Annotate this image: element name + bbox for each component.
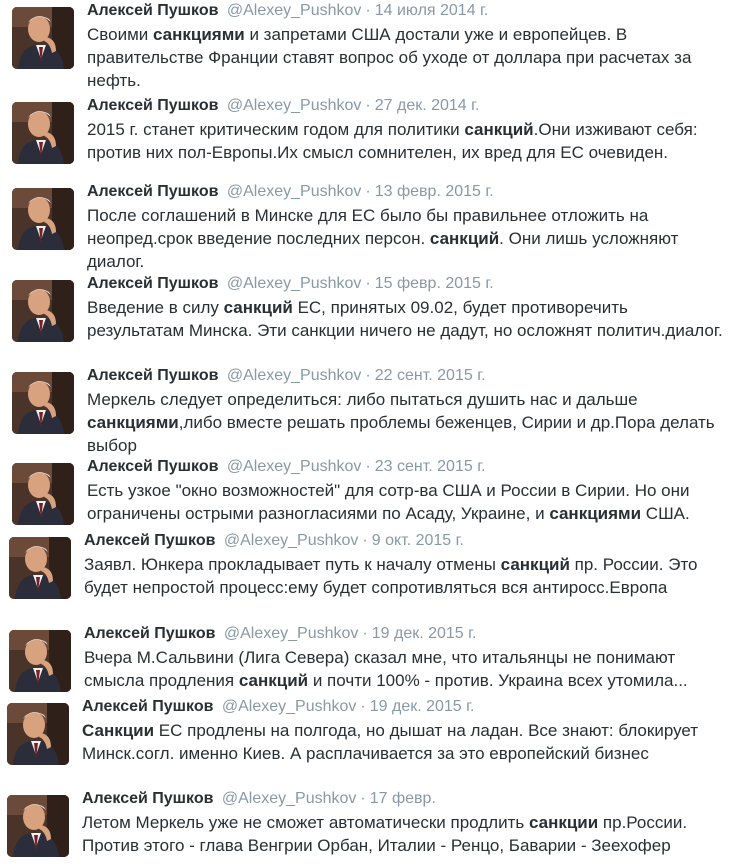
tweet-text	[82, 719, 722, 765]
tweet-header	[87, 1, 488, 21]
author-handle[interactable]: @Alexey_Pushkov	[226, 458, 362, 475]
tweet-header	[87, 274, 494, 294]
avatar[interactable]	[12, 7, 74, 69]
keyword-highlight: санкциями	[152, 25, 245, 44]
tweet-date[interactable]: 9 окт. 2015 г.	[371, 532, 464, 549]
text-segment: Есть узкое "окно возможностей" для сотр-ва США и России в Сирии. Но они ограничены острыми разногласиями по Асаду, Украине, и	[87, 481, 690, 523]
tweet-header	[87, 96, 479, 116]
text-segment: пр. России. Это будет непростой процесс:ему будет сопротивляться вся антиросс.Европа	[84, 555, 698, 597]
avatar[interactable]	[9, 630, 71, 692]
keyword-highlight: санкции	[528, 813, 599, 832]
separator-dot: ·	[365, 458, 371, 475]
keyword-highlight: санкций	[223, 298, 293, 317]
text-segment: США.	[641, 504, 690, 523]
text-segment: Введение в силу	[87, 298, 224, 317]
text-segment: Вчера М.Сальвини (Лига Севера) сказал мне, что итальянцы не понимают смысла продления	[84, 648, 676, 690]
tweet-text	[84, 553, 724, 599]
separator-dot: ·	[360, 698, 366, 715]
text-segment: ЕС продлены на полгода, но дышат на ладан. Все знают: блокирует Минск.согл. именно Киев. А расплачивается за это европейский бизнес	[82, 721, 699, 763]
tweet-date[interactable]: 17 февр.	[369, 790, 436, 807]
keyword-highlight: Санкции	[82, 721, 155, 740]
author-name[interactable]: Алексей Пушков	[87, 183, 219, 200]
tweet-header	[87, 366, 486, 386]
author-name[interactable]: Алексей Пушков	[87, 97, 219, 114]
keyword-highlight: санкциями	[87, 413, 179, 432]
author-name[interactable]: Алексей Пушков	[84, 532, 216, 549]
tweet-date[interactable]: 14 июля 2014 г.	[374, 2, 489, 19]
avatar[interactable]	[12, 102, 74, 164]
separator-dot: ·	[365, 97, 371, 114]
tweet-date[interactable]: 13 февр. 2015 г.	[374, 183, 494, 200]
tweet-header	[82, 697, 474, 717]
text-segment: Своими	[87, 25, 153, 44]
text-segment: и запретами США достали уже и европейцев. В правительстве Франции ставят вопрос об уходе от доллара при расчетах за нефть.	[87, 25, 692, 90]
tweet-text	[84, 646, 724, 692]
avatar[interactable]	[12, 280, 74, 342]
author-handle[interactable]: @Alexey_Pushkov	[226, 367, 362, 384]
text-segment: Летом Меркель уже не сможет автоматически продлить	[82, 813, 529, 832]
avatar[interactable]	[7, 703, 69, 765]
tweet-text	[87, 23, 727, 92]
text-segment: и почти 100% - против. Украина всех утомила...	[308, 671, 688, 690]
text-segment: После соглашений в Минске для ЕС было бы правильнее отложить на неопред.срок введение последних персон.	[87, 206, 649, 248]
keyword-highlight: санкций	[500, 555, 570, 574]
tweet-date[interactable]: 15 февр. 2015 г.	[374, 275, 494, 292]
tweet-text	[87, 388, 727, 457]
author-handle[interactable]: @Alexey_Pushkov	[221, 790, 357, 807]
tweet-text	[87, 479, 727, 525]
avatar[interactable]	[7, 795, 69, 857]
text-segment: .Они изживают себя: против них пол-Европы.Их смысл сомнителен, их вред для ЕС очевиден.	[87, 120, 698, 162]
tweet-header	[87, 182, 494, 202]
author-name[interactable]: Алексей Пушков	[87, 275, 219, 292]
keyword-highlight: санкций	[464, 120, 534, 139]
tweet-header	[84, 624, 476, 644]
tweet-header	[84, 531, 464, 551]
tweet-text	[87, 118, 727, 164]
tweet-date[interactable]: 22 сент. 2015 г.	[374, 367, 486, 384]
separator-dot: ·	[365, 183, 371, 200]
author-handle[interactable]: @Alexey_Pushkov	[226, 183, 362, 200]
avatar[interactable]	[12, 463, 74, 525]
tweet-header	[82, 789, 436, 809]
text-segment: Заявл. Юнкера прокладывает путь к началу отмены	[84, 555, 501, 574]
separator-dot: ·	[360, 790, 366, 807]
keyword-highlight: санкций	[238, 671, 309, 690]
separator-dot: ·	[365, 2, 371, 19]
author-handle[interactable]: @Alexey_Pushkov	[221, 698, 357, 715]
author-handle[interactable]: @Alexey_Pushkov	[226, 97, 362, 114]
text-segment: ЕС, принятых 09.02, будет противоречить результатам Минска. Эти санкции ничего не дадут, но осложнят политич.диалог.	[87, 298, 723, 340]
tweet-text	[82, 811, 722, 857]
tweet-text	[87, 296, 727, 342]
keyword-highlight: санкциями	[549, 504, 642, 523]
tweet-date[interactable]: 19 дек. 2015 г.	[369, 698, 475, 715]
avatar[interactable]	[9, 537, 71, 599]
author-name[interactable]: Алексей Пушков	[84, 625, 216, 642]
author-name[interactable]: Алексей Пушков	[82, 698, 214, 715]
author-name[interactable]: Алексей Пушков	[87, 458, 219, 475]
separator-dot: ·	[362, 625, 368, 642]
tweet-date[interactable]: 27 дек. 2014 г.	[374, 97, 480, 114]
author-name[interactable]: Алексей Пушков	[82, 790, 214, 807]
text-segment: ,либо вместе решать проблемы беженцев, Сирии и др.Пора делать выбор	[87, 413, 715, 455]
tweet-date[interactable]: 19 дек. 2015 г.	[371, 625, 477, 642]
author-handle[interactable]: @Alexey_Pushkov	[223, 625, 359, 642]
avatar[interactable]	[12, 372, 74, 434]
keyword-highlight: санкций	[429, 229, 500, 248]
separator-dot: ·	[365, 367, 371, 384]
text-segment: Меркель следует определиться: либо пытаться душить нас и дальше	[87, 390, 638, 409]
tweet-header	[87, 457, 486, 477]
text-segment: . Они лишь усложняют диалог.	[87, 229, 679, 271]
author-handle[interactable]: @Alexey_Pushkov	[226, 2, 362, 19]
author-name[interactable]: Алексей Пушков	[87, 2, 219, 19]
avatar[interactable]	[12, 188, 74, 250]
author-name[interactable]: Алексей Пушков	[87, 367, 219, 384]
text-segment: 2015 г. станет критическим годом для политики	[87, 120, 465, 139]
separator-dot: ·	[362, 532, 368, 549]
text-segment: пр.России. Против этого - глава Венгрии Орбан, Италии - Ренцо, Баварии - Зеехофер	[82, 813, 688, 855]
tweet-date[interactable]: 23 сент. 2015 г.	[374, 458, 486, 475]
tweet-text	[87, 204, 727, 273]
author-handle[interactable]: @Alexey_Pushkov	[226, 275, 362, 292]
separator-dot: ·	[365, 275, 371, 292]
author-handle[interactable]: @Alexey_Pushkov	[223, 532, 359, 549]
